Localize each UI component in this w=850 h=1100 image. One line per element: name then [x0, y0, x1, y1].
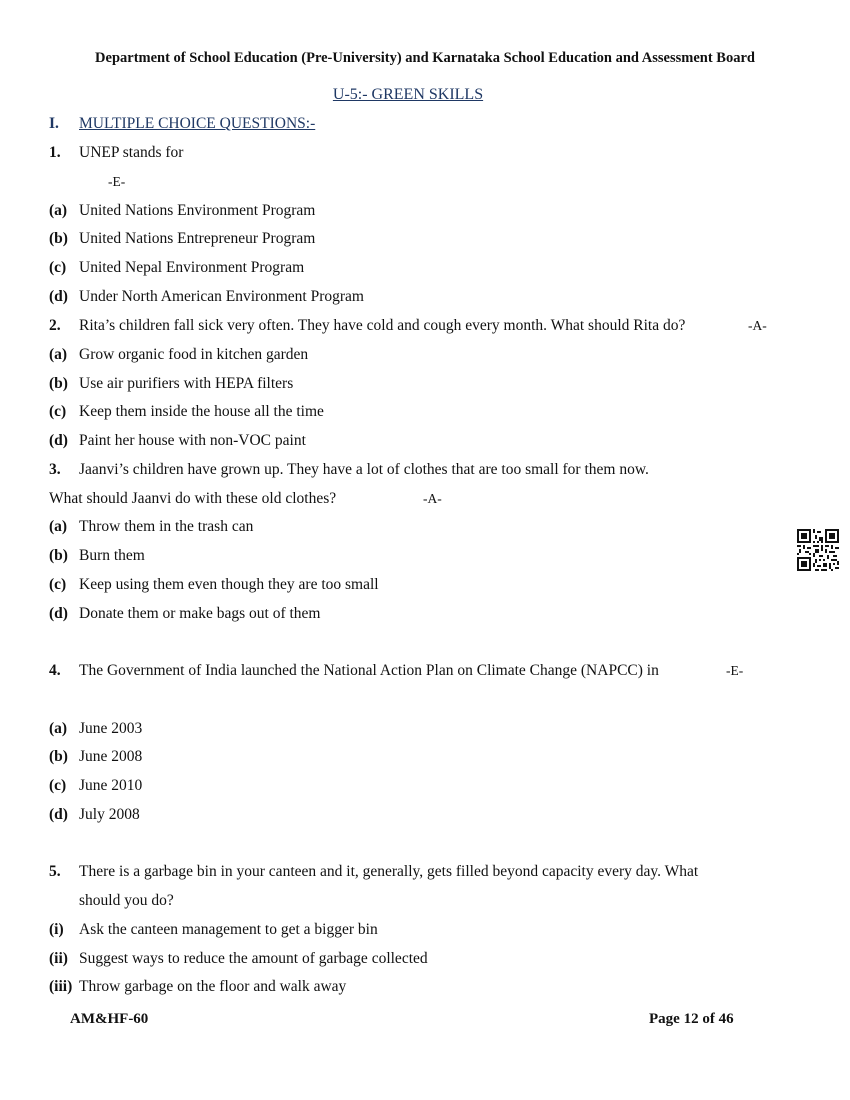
- option-text: Use air purifiers with HEPA filters: [79, 375, 294, 392]
- qr-code-icon: [797, 529, 839, 571]
- option-row: [0, 344, 850, 366]
- difficulty-code: -A-: [748, 318, 767, 333]
- option-row: [0, 373, 850, 395]
- question-4: [0, 660, 850, 682]
- question-text: UNEP stands for: [79, 144, 184, 161]
- option-text: Donate them or make bags out of them: [79, 605, 321, 622]
- footer-code: AM&HF-60: [70, 1011, 149, 1027]
- question-3: [0, 459, 850, 481]
- option-label: (c): [49, 576, 67, 593]
- option-text: Keep them inside the house all the time: [79, 403, 324, 420]
- option-row: [0, 200, 850, 222]
- option-text: Throw them in the trash can: [79, 518, 254, 535]
- option-label: (a): [49, 202, 68, 219]
- option-label: (c): [49, 259, 67, 276]
- option-label: (d): [49, 288, 68, 305]
- option-text: Suggest ways to reduce the amount of garbage collected: [79, 950, 428, 967]
- option-label: (b): [49, 748, 68, 765]
- question-text: Rita’s children fall sick very often. They have cold and cough every month. What should Rita do?: [79, 317, 686, 334]
- difficulty-code: -E-: [726, 663, 744, 678]
- question-1: [0, 142, 850, 164]
- section-heading: [0, 113, 850, 135]
- option-row: [0, 545, 780, 567]
- option-row: [0, 430, 850, 452]
- difficulty-code: -E-: [108, 174, 126, 189]
- option-label: (iii): [49, 978, 73, 995]
- option-text: United Nations Environment Program: [79, 202, 316, 219]
- option-row: [0, 228, 850, 250]
- option-label: (c): [49, 777, 67, 794]
- option-row: [0, 775, 850, 797]
- option-text: Burn them: [79, 547, 145, 564]
- option-label: (a): [49, 346, 68, 363]
- option-label: (a): [49, 518, 68, 535]
- option-row: [0, 574, 780, 596]
- question-text: There is a garbage bin in your canteen and it, generally, gets filled beyond capacity every day. What: [79, 863, 699, 880]
- page-header: Department of School Education (Pre-University) and Karnataka School Education and Assessment Board: [95, 50, 755, 66]
- option-row: [0, 919, 850, 941]
- option-row: [0, 948, 850, 970]
- option-label: (d): [49, 806, 68, 823]
- option-text: United Nepal Environment Program: [79, 259, 305, 276]
- option-row: [0, 718, 850, 740]
- question-text: Jaanvi’s children have grown up. They have a lot of clothes that are too small for them now.: [79, 461, 649, 478]
- option-label: (ii): [49, 950, 68, 967]
- question-5: [0, 861, 850, 883]
- question-number: 2.: [49, 317, 61, 334]
- question-text-continued: What should Jaanvi do with these old clothes?: [49, 490, 337, 507]
- option-row: [0, 746, 850, 768]
- option-text: June 2003: [79, 720, 143, 737]
- option-row: [0, 976, 850, 998]
- option-row: [0, 401, 850, 423]
- option-text: Grow organic food in kitchen garden: [79, 346, 309, 363]
- option-label: (d): [49, 432, 68, 449]
- question-number: 1.: [49, 144, 61, 161]
- option-text: June 2008: [79, 748, 143, 765]
- option-text: Throw garbage on the floor and walk away: [79, 978, 347, 995]
- option-text: Keep using them even though they are too small: [79, 576, 379, 593]
- difficulty-code: -A-: [423, 491, 442, 506]
- option-text: Ask the canteen management to get a bigger bin: [79, 921, 378, 938]
- option-label: (c): [49, 403, 67, 420]
- option-label: (d): [49, 605, 68, 622]
- option-label: (b): [49, 375, 68, 392]
- option-row: [0, 804, 850, 826]
- option-label: (b): [49, 547, 68, 564]
- option-row: [0, 603, 780, 625]
- option-row: [0, 286, 850, 308]
- page-number: Page 12 of 46: [649, 1011, 734, 1027]
- option-text: Under North American Environment Program: [79, 288, 364, 305]
- option-label: (i): [49, 921, 64, 938]
- question-2: [0, 315, 850, 337]
- unit-title: U-5:- GREEN SKILLS: [332, 86, 484, 103]
- option-label: (a): [49, 720, 68, 737]
- question-number: 3.: [49, 461, 61, 478]
- option-label: (b): [49, 230, 68, 247]
- question-text-continued: should you do?: [79, 892, 174, 909]
- question-number: 4.: [49, 662, 61, 679]
- question-number: 5.: [49, 863, 61, 880]
- section-title: MULTIPLE CHOICE QUESTIONS:-: [79, 115, 316, 132]
- option-row: [0, 257, 850, 279]
- option-text: United Nations Entrepreneur Program: [79, 230, 316, 247]
- question-text: The Government of India launched the National Action Plan on Climate Change (NAPCC) in: [79, 662, 659, 679]
- option-text: June 2010: [79, 777, 143, 794]
- section-number: I.: [49, 115, 59, 132]
- option-text: Paint her house with non-VOC paint: [79, 432, 306, 449]
- option-row: [0, 516, 780, 538]
- option-text: July 2008: [79, 806, 140, 823]
